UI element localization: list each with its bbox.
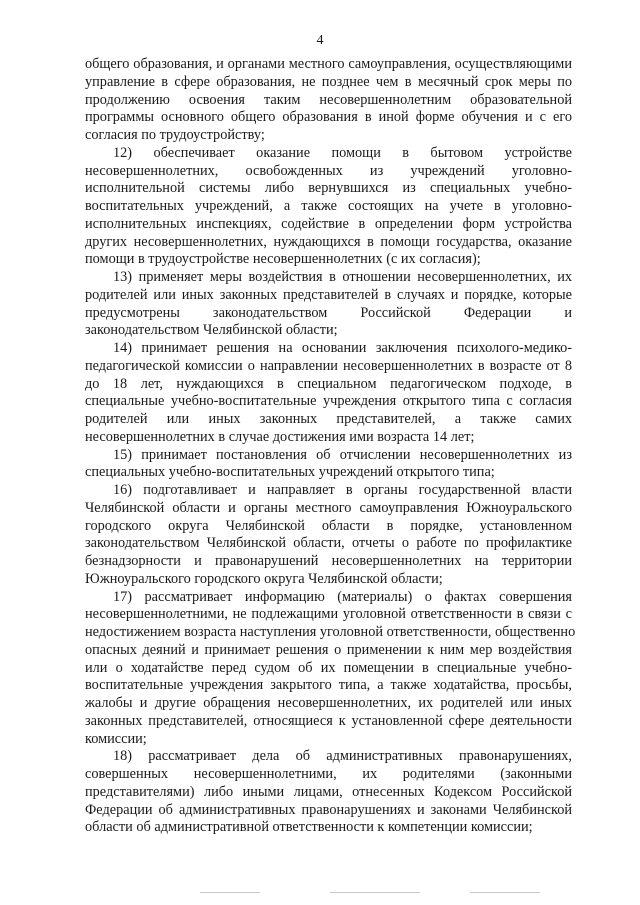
text-line: общего образования, и органами местного самоуправления, осуществляющими xyxy=(85,56,572,72)
text-line: 15) принимает постановления об отчислении несовершеннолетних из xyxy=(113,446,572,463)
page-number: 4 xyxy=(316,33,324,48)
text-line: опасных деяний и принимает решения о применении к ним мер воздействия xyxy=(85,641,572,658)
text-line: законных представителей, относящиеся к установленной сфере деятельности xyxy=(85,712,572,729)
text-line: исполнительной системы либо вернувшихся из специальных учебно- xyxy=(85,180,572,197)
text-line: недостижением возраста наступления уголовной ответственности, общественно xyxy=(85,624,576,640)
scan-artifact xyxy=(470,892,540,893)
scan-artifact xyxy=(200,892,260,893)
text-line: несовершеннолетними, не подлежащими уголовной ответственности в связи с xyxy=(85,606,572,623)
text-line: комиссии; xyxy=(85,730,147,747)
text-line: 13) применяет меры воздействия в отношении несовершеннолетних, их xyxy=(113,269,572,285)
text-line: несовершеннолетних в случае достижения ими возраста 14 лет; xyxy=(85,428,475,445)
text-line: специальные учебно-воспитательные учреждения открытого типа с согласия xyxy=(85,393,572,410)
text-line: Федерации об административных правонарушениях и законами Челябинской xyxy=(85,801,572,818)
text-line: 14) принимает решения на основании заключения психолого-медико- xyxy=(113,340,572,356)
text-line: представителями) либо иными лицами, отнесенных Кодексом Российской xyxy=(85,783,572,800)
text-line: управление в сфере образования, не позднее чем в месячный срок меры по xyxy=(85,73,572,90)
text-line: предусмотрены законодательством Российской Федерации и xyxy=(85,304,572,321)
text-line: области об административной ответственности к компетенции комиссии; xyxy=(85,819,533,836)
text-line: городского округа Челябинской области в порядке, установленном xyxy=(85,517,572,534)
text-line: законодательством Челябинской области; xyxy=(85,322,338,339)
text-line: или о ходатайстве перед судом об их помещении в специальные учебно- xyxy=(85,659,572,676)
text-line: других несовершеннолетних, нуждающихся в помощи государства, оказание xyxy=(85,233,572,250)
text-line: до 18 лет, нуждающихся в специальном педагогическом подходе, в xyxy=(85,375,572,392)
text-line: родителей или иных законных представителей в случаях и порядке, которые xyxy=(85,286,572,303)
text-line: 17) рассматривает информацию (материалы) о фактах совершения xyxy=(113,588,572,605)
text-line: родителей или иных законных представителей, а также самих xyxy=(85,411,572,427)
text-line: специальных учебно-воспитательных учреждений открытого типа; xyxy=(85,464,495,481)
text-line: помощи в трудоустройстве несовершеннолетних (с их согласия); xyxy=(85,251,481,268)
text-line: согласия по трудоустройству; xyxy=(85,127,265,143)
text-line: безнадзорности и правонарушений несовершеннолетних на территории xyxy=(85,553,572,569)
scan-artifact xyxy=(330,892,420,893)
text-line: законодательством Челябинской области, отчеты о работе по профилактике xyxy=(85,535,572,552)
text-line: Челябинской области и органы местного самоуправления Южноуральского xyxy=(85,499,572,516)
text-line: воспитательные учреждения закрытого типа, а также ходатайства, просьбы, xyxy=(85,677,572,694)
document-body xyxy=(85,56,576,837)
text-line: Южноуральского городского округа Челябинской области; xyxy=(85,570,443,587)
text-line: исполнительных инспекциях, содействие в определении форм устройства xyxy=(85,215,572,232)
text-line: продолжению освоения таким несовершеннолетним образовательной xyxy=(85,91,572,108)
text-line: 12) обеспечивает оказание помощи в бытовом устройстве xyxy=(113,144,572,161)
text-line: 16) подготавливает и направляет в органы государственной власти xyxy=(113,482,572,498)
text-line: 18) рассматривает дела об административных правонарушениях, xyxy=(113,748,572,765)
text-line: программы основного общего образования в иной форме обучения и с его xyxy=(85,109,572,126)
text-line: совершенных несовершеннолетними, их родителями (законными xyxy=(85,766,572,782)
text-line: педагогической комиссии о направлении несовершеннолетних в возрасте от 8 xyxy=(85,357,572,374)
text-line: несовершеннолетних, освобожденных из учреждений уголовно- xyxy=(85,162,572,179)
text-line: воспитательных учреждений, а также состоящих на учете в уголовно- xyxy=(85,198,572,214)
text-line: жалобы и другие обращения несовершеннолетних, их родителей или иных xyxy=(85,695,572,711)
